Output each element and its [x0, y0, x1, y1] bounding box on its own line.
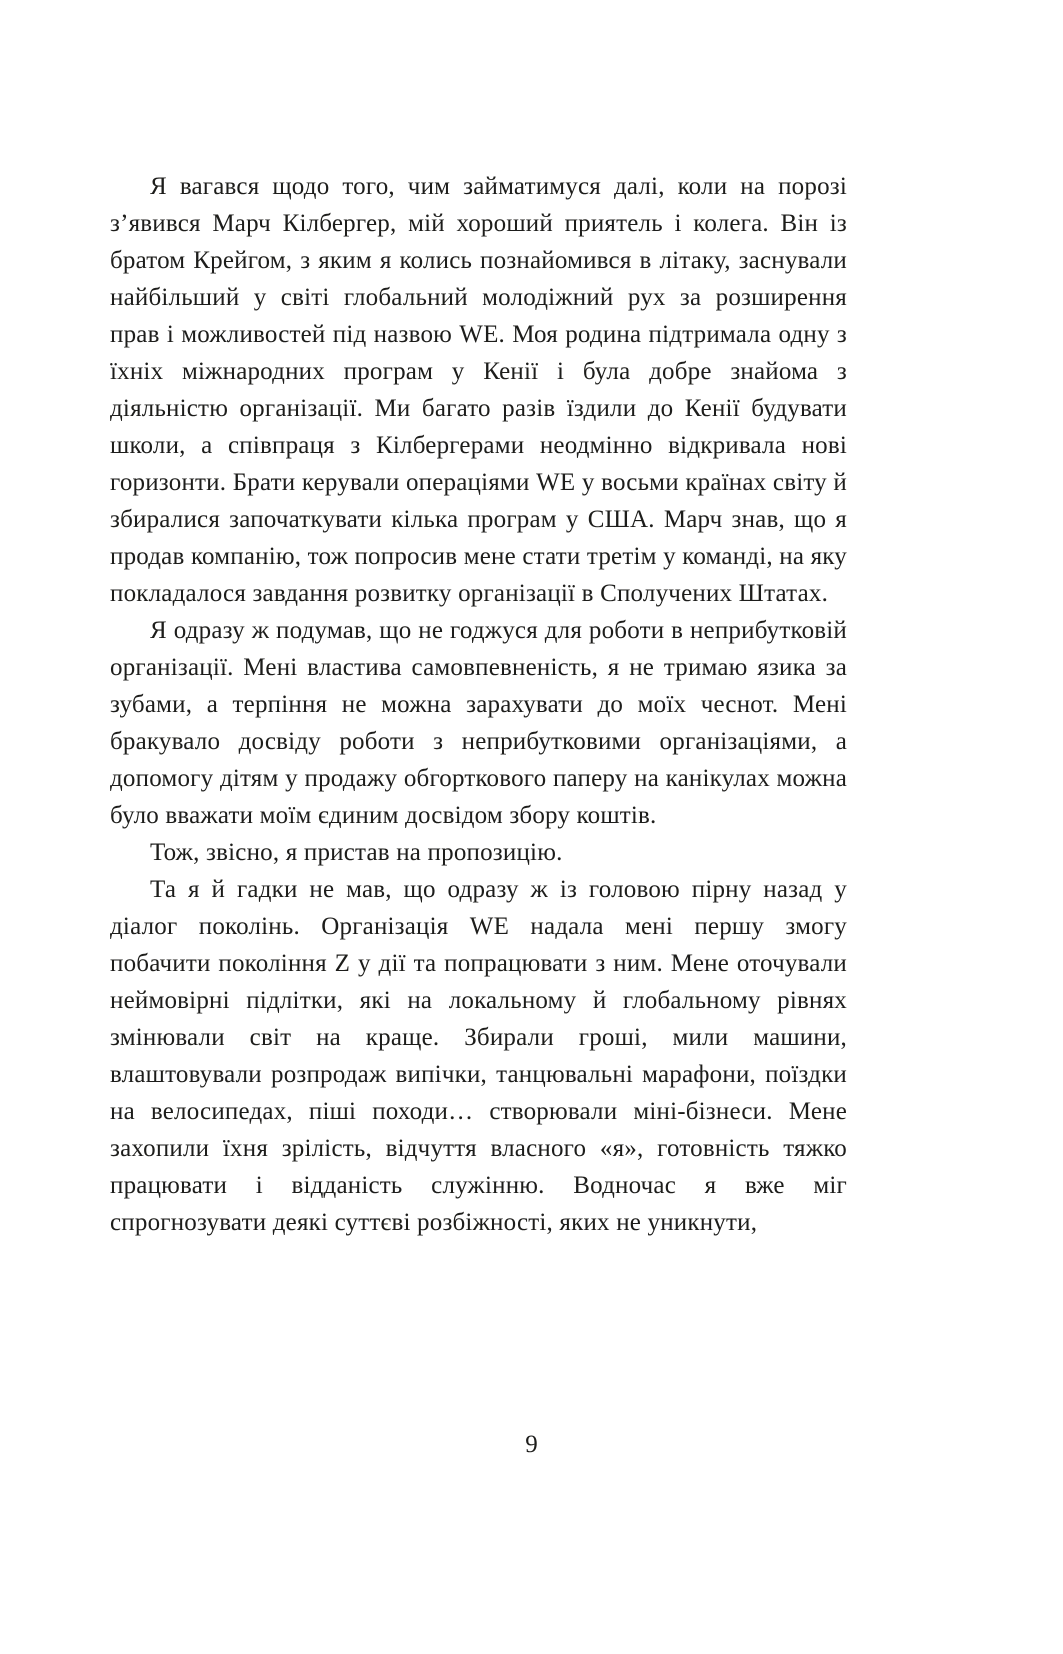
paragraph: Та я й гадки не мав, що одразу ж із головою пірну назад у діалог поколінь. Організація WE надала мені першу змогу побачити покоління Z у дії та попрацювати з ним. Мене оточували неймовірні підлітки, які на локальному й глобальному рівнях змінювали світ на краще. Збирали гроші, мили машини, влаштовували розпродаж випічки, танцювальні марафони, поїздки на велосипедах, піші походи… створювали міні-бізнеси. Мене захопили їхня зрілість, відчуття власного «я», готовність тяжко працювати і відданість служінню. Водночас я вже міг спрогнозувати деякі суттєві розбіжності, яких не уникнути, [110, 876, 847, 1236]
paragraph: Тож, звісно, я пристав на пропозицію. [150, 839, 563, 866]
text-block [110, 168, 847, 1241]
paragraph: Я вагався щодо того, чим займатимуся далі, коли на порозі з’явився Марч Кілбергер, мій хороший приятель і колега. Він із братом Крейгом, з яким я колись познайомився в літаку, заснували найбільший у світі глобальний молодіжний рух за розширення прав і можливостей під назвою WE. Моя родина підтримала одну з їхніх міжнародних програм у Кенії і була добре знайома з діяльністю організації. Ми багато разів їздили до Кенії будувати школи, а співпраця з Кілбергерами неодмінно відкривала нові горизонти. Брати керували операціями WE у восьми країнах світу й збиралися започаткувати кілька програм у США. Марч знав, що я продав компанію, тож попросив мене стати третім у команді, на яку покладалося завдання розвитку організації в Сполучених Штатах. [110, 173, 847, 607]
page-number: 9 [525, 1431, 538, 1458]
paragraph: Я одразу ж подумав, що не годжуся для роботи в неприбутковій організації. Мені властива самовпевненість, я не тримаю язика за зубами, а терпіння не можна зарахувати до моїх чеснот. Мені бракувало досвіду роботи з неприбутковими організаціями, а допомогу дітям у продажу обгорткового паперу на канікулах можна було вважати моїм єдиним досвідом збору коштів. [110, 617, 847, 829]
